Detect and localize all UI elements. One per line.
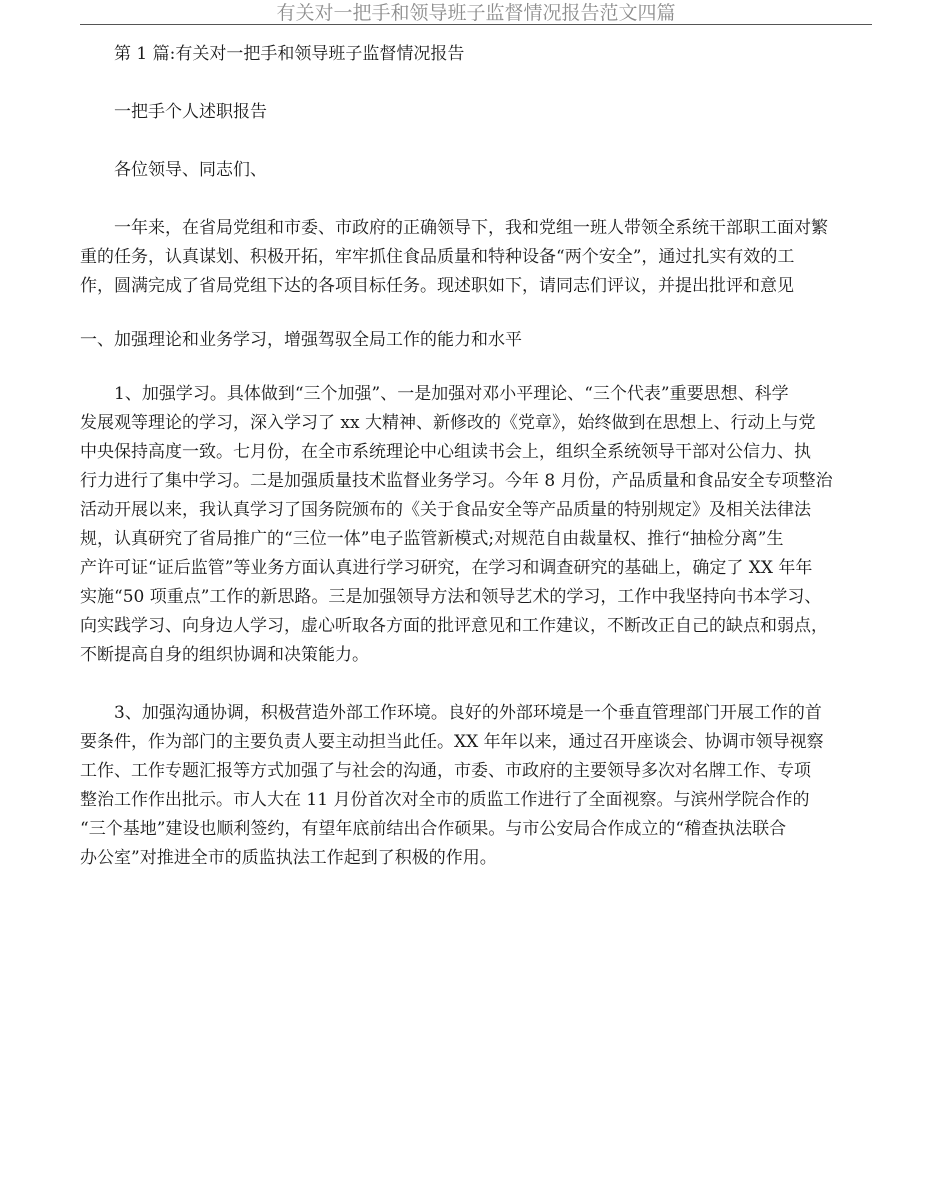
greeting: 各位领导、同志们、 — [114, 160, 267, 180]
paragraph-line: 规，认真研究了省局推广的“三位一体”电子监管新模式;对规范自由裁量权、推行“抽检分离”生 — [80, 529, 784, 549]
paragraph-line: “三个基地”建设也顺利签约，有望年底前结出合作硕果。与市公安局合作成立的“稽查执法联合 — [80, 819, 787, 839]
paragraph-line: 发展观等理论的学习，深入学习了 xx 大精神、新修改的《党章》，始终做到在思想上、行动上与党 — [80, 413, 816, 433]
paragraph-line: 工作、工作专题汇报等方式加强了与社会的沟通，市委、市政府的主要领导多次对名牌工作、专项 — [80, 761, 811, 781]
paragraph-line: 向实践学习、向身边人学习，虚心听取各方面的批评意见和工作建议，不断改正自己的缺点和弱点， — [80, 616, 828, 636]
paragraph-line: 1、加强学习。具体做到“三个加强”、一是加强对邓小平理论、“三个代表”重要思想、科学 — [114, 384, 789, 404]
paragraph-line: 活动开展以来，我认真学习了国务院颁布的《关于食品安全等产品质量的特别规定》及相关法律法 — [80, 500, 811, 520]
document-title: 有关对一把手和领导班子监督情况报告范文四篇 — [276, 2, 676, 24]
paragraph-line: 办公室”对推进全市的质监执法工作起到了积极的作用。 — [80, 848, 497, 868]
intro-paragraph — [80, 214, 872, 301]
paragraph-line: 作，圆满完成了省局党组下达的各项目标任务。现述职如下，请同志们评议，并提出批评和意见 — [80, 276, 794, 296]
paragraph-line: 要条件，作为部门的主要负责人要主动担当此任。XX 年年以来，通过召开座谈会、协调市领导视察 — [80, 732, 824, 752]
paragraph-line: 重的任务，认真谋划、积极开拓，牢牢抓住食品质量和特种设备“两个安全”，通过扎实有效的工 — [80, 247, 795, 267]
paragraph-line: 产许可证“证后监管”等业务方面认真进行学习研究，在学习和调查研究的基础上，确定了 XX 年年 — [80, 558, 813, 578]
paragraph-line: 3、加强沟通协调，积极营造外部工作环境。良好的外部环境是一个垂直管理部门开展工作的首 — [114, 703, 822, 723]
report-subtitle: 一把手个人述职报告 — [114, 102, 267, 122]
paragraph-line: 实施“50 项重点”工作的新思路。三是加强领导方法和领导艺术的学习，工作中我坚持向书本学习、 — [80, 587, 822, 607]
paragraph-line: 不断提高自身的组织协调和决策能力。 — [80, 645, 369, 665]
section-heading: 一、加强理论和业务学习，增强驾驭全局工作的能力和水平 — [80, 330, 522, 350]
paragraph-line: 中央保持高度一致。七月份，在全市系统理论中心组读书会上，组织全系统领导干部对公信力、执 — [80, 442, 811, 462]
page-header — [80, 0, 872, 25]
paragraph-line: 一年来，在省局党组和市委、市政府的正确领导下，我和党组一班人带领全系统干部职工面对繁 — [114, 218, 828, 238]
paragraph-line: 行力进行了集中学习。二是加强质量技术监督业务学习。今年 8 月份，产品质量和食品安全专项整治 — [80, 471, 833, 491]
paragraph-study — [80, 380, 872, 670]
paragraph-communication — [80, 699, 872, 873]
paragraph-line: 整治工作作出批示。市人大在 11 月份首次对全市的质监工作进行了全面视察。与滨州学院合作的 — [80, 790, 810, 810]
chapter-title: 第 1 篇:有关对一把手和领导班子监督情况报告 — [114, 44, 465, 64]
document-body — [80, 40, 872, 873]
